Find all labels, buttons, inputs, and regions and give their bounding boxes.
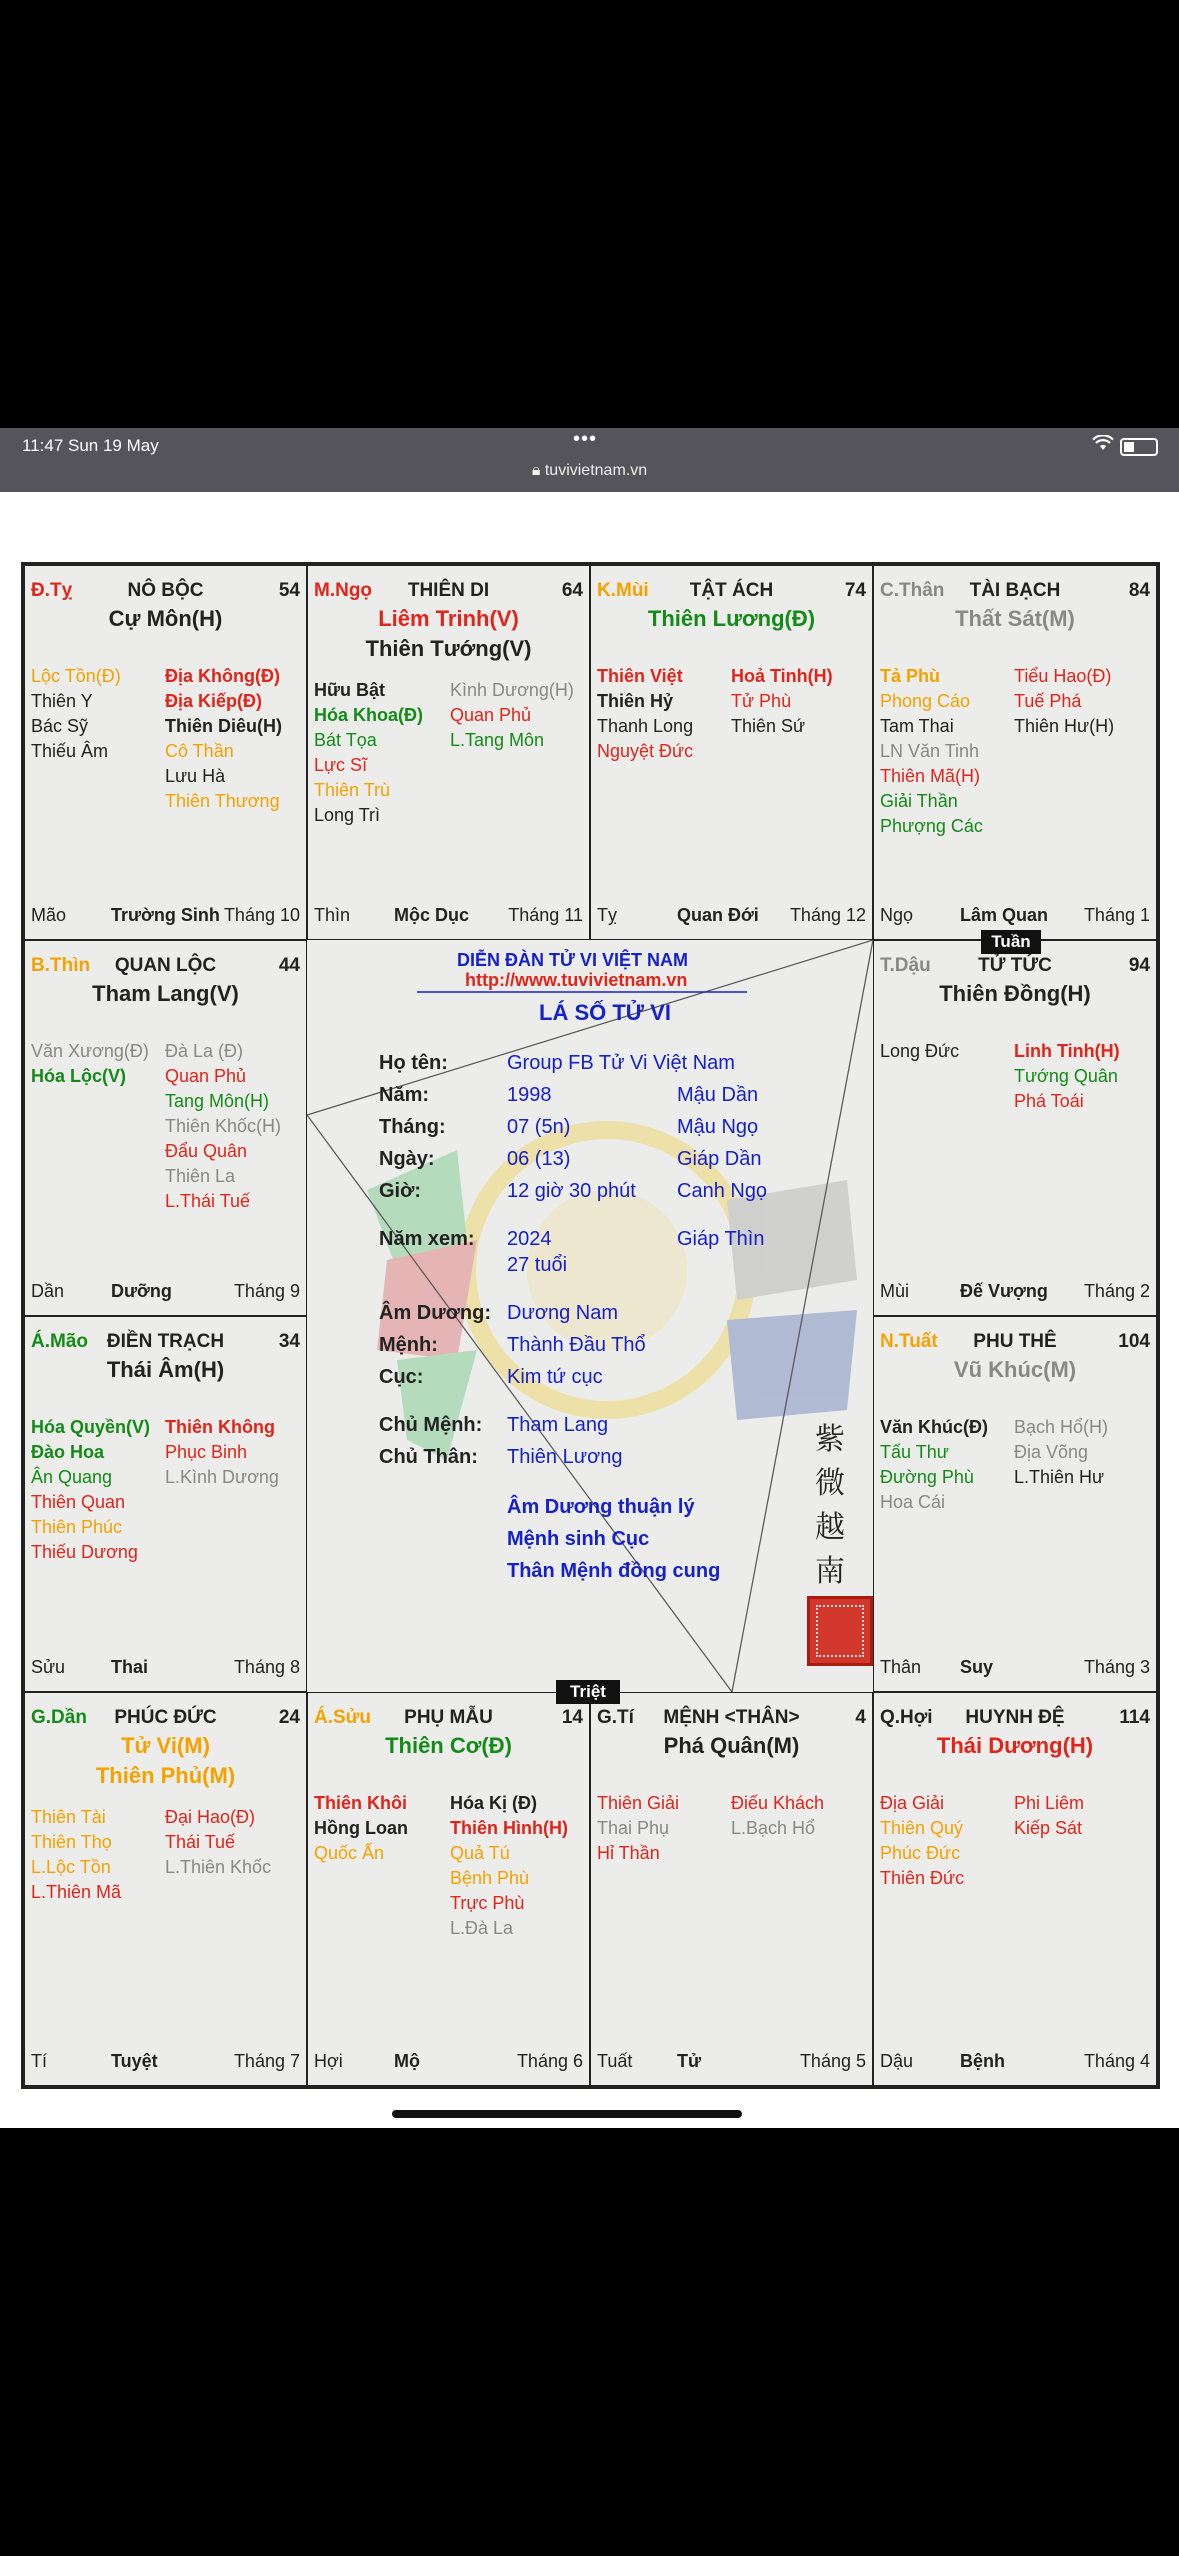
main-star: Cự Môn(H) bbox=[108, 606, 223, 631]
chart-note: Thân Mệnh đồng cung bbox=[507, 1560, 721, 1582]
star-label: Thiên Diêu(H) bbox=[165, 716, 282, 736]
star-label: Thiếu Âm bbox=[31, 741, 109, 761]
palace-cell-dan[interactable] bbox=[24, 1692, 307, 2086]
star-label: Hóa Kị (Đ) bbox=[450, 1793, 537, 1813]
star-label: Thiên Tài bbox=[31, 1807, 106, 1827]
palace-cell-ngo[interactable] bbox=[307, 565, 590, 940]
star-label: LN Văn Tinh bbox=[880, 741, 980, 761]
palace-cell-suu[interactable] bbox=[307, 1692, 590, 2086]
chinese-char: 南 bbox=[815, 1554, 845, 1589]
info-label: Họ tên: bbox=[379, 1052, 448, 1074]
star-label: Thanh Long bbox=[597, 716, 694, 736]
info-label: Âm Dương: bbox=[379, 1302, 492, 1324]
left-stars bbox=[880, 1415, 988, 1515]
palace-age: 4 bbox=[855, 1707, 866, 1728]
right-stars bbox=[1014, 1791, 1084, 1841]
star-label: Kình Dương(H) bbox=[450, 680, 574, 700]
star-label: Hóa Lộc(V) bbox=[31, 1066, 127, 1086]
palace-branch: Q.Hợi bbox=[880, 1707, 933, 1728]
footer-branch: Dậu bbox=[880, 2051, 914, 2071]
palace-branch: G.Tí bbox=[597, 1707, 634, 1728]
palace-branch: T.Dậu bbox=[880, 955, 931, 976]
info-label: Năm: bbox=[379, 1084, 430, 1106]
palace-age: 84 bbox=[1128, 580, 1150, 601]
star-label: Điếu Khách bbox=[731, 1793, 825, 1813]
footer-branch: Thân bbox=[880, 1657, 922, 1677]
info-value: 06 (13) bbox=[507, 1148, 571, 1170]
star-label: Tam Thai bbox=[880, 716, 954, 736]
url-text: tuvivietnam.vn bbox=[544, 462, 648, 479]
palace-branch: K.Mùi bbox=[597, 580, 649, 601]
palace-cell-dau[interactable] bbox=[873, 940, 1157, 1316]
palace-age: 24 bbox=[278, 1707, 300, 1728]
main-star: Thiên Đồng(H) bbox=[939, 981, 1091, 1006]
right-stars bbox=[1014, 664, 1114, 739]
main-star: Tử Vi(M) bbox=[121, 1733, 210, 1758]
footer-branch: Tí bbox=[31, 2051, 47, 2071]
palace-age: 34 bbox=[278, 1331, 300, 1352]
palace-name: THIÊN DI bbox=[407, 580, 490, 601]
star-label: Thiên Việt bbox=[597, 666, 683, 686]
palace-header bbox=[597, 580, 866, 602]
left-stars bbox=[880, 1791, 964, 1891]
star-label: Thiên Y bbox=[31, 691, 93, 711]
star-label: Tuế Phá bbox=[1014, 691, 1082, 711]
palace-cell-than[interactable] bbox=[873, 565, 1157, 940]
right-stars bbox=[731, 664, 833, 739]
star-label: Bệnh Phù bbox=[450, 1868, 530, 1888]
star-label: Hỉ Thần bbox=[597, 1843, 660, 1863]
footer-month: Tháng 2 bbox=[1083, 1281, 1150, 1301]
star-label: Tả Phù bbox=[880, 666, 941, 686]
palace-name: MỆNH <THÂN> bbox=[663, 1707, 800, 1728]
palace-footer bbox=[597, 905, 866, 929]
right-stars bbox=[165, 1415, 279, 1490]
star-label: Quan Phủ bbox=[165, 1066, 247, 1086]
main-star: Thiên Cơ(Đ) bbox=[385, 1733, 512, 1758]
footer-stage: Trường Sinh bbox=[111, 905, 220, 925]
left-stars bbox=[880, 1039, 959, 1064]
tuan-tag: Tuần bbox=[981, 930, 1041, 954]
chart-note: Mệnh sinh Cục bbox=[507, 1528, 650, 1550]
info-value: Thiên Lương bbox=[507, 1446, 623, 1468]
star-label: Cô Thần bbox=[165, 741, 234, 761]
lock-icon: 🔒︎ bbox=[531, 462, 541, 479]
palace-cell-mao[interactable] bbox=[24, 1316, 307, 1692]
main-star: Thất Sát(M) bbox=[955, 606, 1075, 631]
palace-footer bbox=[31, 905, 300, 929]
info-label: Năm xem: bbox=[379, 1228, 475, 1250]
footer-stage: Tử bbox=[677, 2051, 702, 2071]
palace-branch: G.Dần bbox=[31, 1707, 87, 1728]
star-label: Hữu Bật bbox=[314, 680, 386, 700]
right-stars bbox=[1014, 1039, 1120, 1114]
main-star: Tham Lang(V) bbox=[92, 981, 239, 1006]
star-label: Thiên Đức bbox=[880, 1868, 965, 1888]
star-label: Hóa Quyền(V) bbox=[31, 1417, 151, 1437]
footer-stage: Lâm Quan bbox=[960, 905, 1049, 925]
page-content bbox=[0, 492, 1179, 2128]
palace-header bbox=[31, 580, 300, 602]
palace-header bbox=[31, 1707, 300, 1729]
footer-stage: Đế Vượng bbox=[960, 1281, 1048, 1301]
footer-branch: Ngọ bbox=[880, 905, 914, 925]
star-label: Thiên Quan bbox=[31, 1492, 126, 1512]
star-label: L.Tang Môn bbox=[450, 730, 545, 750]
star-label: Địa Giải bbox=[880, 1793, 945, 1813]
info-label: Tháng: bbox=[379, 1116, 446, 1138]
info-label: Chủ Mệnh: bbox=[379, 1414, 483, 1436]
palace-header bbox=[597, 1707, 866, 1729]
palace-name: QUAN LỘC bbox=[114, 955, 217, 976]
star-label: Đào Hoa bbox=[31, 1442, 105, 1462]
star-label: Địa Kiếp(Đ) bbox=[165, 691, 263, 711]
more-dots-icon[interactable]: ••• bbox=[573, 428, 598, 450]
star-label: Quan Phủ bbox=[450, 705, 532, 725]
palace-footer bbox=[31, 2051, 300, 2075]
star-label: Bạch Hổ(H) bbox=[1014, 1417, 1109, 1437]
main-star: Thái Âm(H) bbox=[106, 1357, 225, 1382]
star-label: Phá Toái bbox=[1014, 1091, 1084, 1111]
footer-stage: Quan Đới bbox=[677, 905, 759, 925]
star-label: Thiên La bbox=[165, 1166, 236, 1186]
star-label: Nguyệt Đức bbox=[597, 741, 694, 761]
star-label: Thiên Phúc bbox=[31, 1517, 123, 1537]
star-label: L.Đà La bbox=[450, 1918, 514, 1938]
star-label: Địa Không(Đ) bbox=[165, 666, 280, 686]
right-stars bbox=[165, 664, 282, 814]
palace-age: 74 bbox=[844, 580, 866, 601]
palace-cell-ty[interactable] bbox=[24, 565, 307, 940]
forum-title: DIỄN ĐÀN TỬ VI VIỆT NAM bbox=[457, 950, 688, 970]
main-star: Thiên Lương(Đ) bbox=[647, 606, 816, 631]
star-label: Thiên Khốc(H) bbox=[165, 1116, 282, 1136]
palace-footer bbox=[597, 2051, 866, 2075]
right-stars bbox=[165, 1805, 271, 1880]
footer-stage: Thai bbox=[111, 1657, 149, 1677]
footer-branch: Sửu bbox=[31, 1657, 66, 1677]
info-value: 27 tuổi bbox=[507, 1254, 568, 1276]
footer-stage: Suy bbox=[960, 1657, 994, 1677]
star-label: L.Thiên Hư bbox=[1014, 1467, 1105, 1487]
footer-month: Tháng 11 bbox=[508, 905, 583, 925]
status-time: 11:47 Sun 19 May bbox=[22, 436, 159, 455]
star-label: Địa Võng bbox=[1014, 1442, 1089, 1462]
left-stars bbox=[314, 1791, 408, 1866]
status-bar bbox=[0, 428, 1179, 492]
star-label: Tấu Thư bbox=[880, 1442, 949, 1462]
home-indicator[interactable] bbox=[392, 2110, 742, 2118]
chart-title: LÁ SỐ TỬ VI bbox=[539, 1000, 671, 1025]
right-stars bbox=[1014, 1415, 1108, 1490]
star-label: Bát Tọa bbox=[314, 730, 377, 750]
star-label: Trực Phù bbox=[450, 1893, 525, 1913]
palace-footer bbox=[314, 2051, 583, 2075]
star-label: Thiên Trù bbox=[314, 780, 391, 800]
star-label: Lưu Hà bbox=[165, 766, 226, 786]
forum-url: http://www.tuvivietnam.vn bbox=[465, 970, 688, 990]
info-label: Chủ Thân: bbox=[379, 1446, 478, 1468]
footer-branch: Mão bbox=[31, 905, 67, 925]
palace-header bbox=[31, 1331, 300, 1353]
star-label: Phong Cáo bbox=[880, 691, 971, 711]
star-label: L.Lộc Tồn bbox=[31, 1857, 111, 1877]
footer-month: Tháng 6 bbox=[516, 2051, 583, 2071]
palace-footer bbox=[314, 905, 583, 929]
horoscope-chart bbox=[21, 562, 1160, 2089]
wifi-icon bbox=[1092, 435, 1114, 456]
info-value-2: Mậu Ngọ bbox=[677, 1116, 759, 1138]
footer-branch: Tuất bbox=[597, 2051, 633, 2071]
star-label: Hồng Loan bbox=[314, 1818, 408, 1838]
footer-month: Tháng 9 bbox=[233, 1281, 300, 1301]
palace-name: PHỤ MẪU bbox=[404, 1707, 493, 1728]
info-value: Kim tứ cục bbox=[507, 1366, 603, 1388]
palace-name: TÀI BẠCH bbox=[969, 580, 1061, 601]
star-label: Quốc Ấn bbox=[314, 1843, 385, 1863]
main-star: Liêm Trinh(V) bbox=[378, 606, 519, 631]
palace-cell-tuat[interactable] bbox=[873, 1316, 1157, 1692]
palace-footer bbox=[880, 1657, 1150, 1681]
star-label: Long Trì bbox=[314, 805, 381, 825]
star-label: Lộc Tồn(Đ) bbox=[31, 666, 121, 686]
footer-stage: Tuyệt bbox=[111, 2051, 158, 2071]
star-label: Thiên Khôi bbox=[314, 1793, 407, 1813]
info-label: Mệnh: bbox=[379, 1334, 438, 1356]
palace-header bbox=[314, 580, 583, 602]
info-value: Dương Nam bbox=[507, 1302, 618, 1324]
palace-cell-hoi[interactable] bbox=[873, 1692, 1157, 2086]
main-star: Thiên Phủ(M) bbox=[95, 1763, 236, 1788]
palace-name: TỬ TỨC bbox=[978, 955, 1052, 976]
palace-footer bbox=[880, 905, 1150, 929]
palace-name: TẬT ÁCH bbox=[689, 580, 774, 601]
left-stars bbox=[31, 1805, 121, 1905]
palace-cell-mui[interactable] bbox=[590, 565, 873, 940]
star-label: Ân Quang bbox=[31, 1467, 113, 1487]
star-label: Tướng Quân bbox=[1014, 1066, 1118, 1086]
right-stars bbox=[450, 1791, 568, 1941]
star-label: Hoả Tinh(H) bbox=[731, 666, 833, 686]
left-stars bbox=[597, 664, 693, 764]
star-label: Thiên Không bbox=[165, 1417, 275, 1437]
star-label: Đà La (Đ) bbox=[165, 1041, 244, 1061]
triet-tag: Triệt bbox=[556, 1680, 620, 1704]
star-label: L.Kình Dương bbox=[165, 1467, 279, 1487]
star-label: L.Bạch Hổ bbox=[731, 1818, 816, 1838]
star-label: Thái Tuế bbox=[165, 1832, 236, 1852]
footer-stage: Bệnh bbox=[960, 2051, 1005, 2071]
palace-header bbox=[31, 955, 300, 977]
palace-branch: Á.Sửu bbox=[314, 1707, 372, 1728]
palace-branch: Đ.Tỵ bbox=[31, 580, 73, 601]
star-label: Hoa Cái bbox=[880, 1492, 946, 1512]
info-value: Group FB Tử Vi Việt Nam bbox=[507, 1052, 735, 1074]
star-label: Văn Xương(Đ) bbox=[31, 1041, 149, 1061]
star-label: Đường Phù bbox=[880, 1467, 974, 1487]
footer-month: Tháng 4 bbox=[1083, 2051, 1150, 2071]
star-label: Tang Môn(H) bbox=[165, 1091, 270, 1111]
chinese-char: 紫 bbox=[815, 1422, 845, 1457]
left-stars bbox=[31, 664, 121, 764]
info-label: Giờ: bbox=[379, 1180, 421, 1202]
star-label: Tiểu Hao(Đ) bbox=[1014, 666, 1112, 686]
star-label: L.Thiên Mã bbox=[31, 1882, 122, 1902]
palace-age: 104 bbox=[1118, 1331, 1150, 1352]
left-stars bbox=[597, 1791, 679, 1866]
star-label: Thiên Thương bbox=[165, 791, 280, 811]
palace-name: HUYNH ĐỆ bbox=[965, 1707, 1065, 1728]
palace-footer bbox=[31, 1281, 300, 1305]
footer-month: Tháng 8 bbox=[233, 1657, 300, 1677]
palace-name: ĐIỀN TRẠCH bbox=[106, 1331, 225, 1352]
battery-icon bbox=[1120, 438, 1158, 456]
star-label: Hóa Khoa(Đ) bbox=[314, 705, 423, 725]
star-label: Thiên Mã(H) bbox=[880, 766, 981, 786]
star-label: Lực Sĩ bbox=[314, 755, 368, 775]
info-value-2: Canh Ngọ bbox=[677, 1180, 768, 1202]
main-star: Thái Dương(H) bbox=[936, 1733, 1094, 1758]
star-label: Phúc Đức bbox=[880, 1843, 961, 1863]
star-label: Linh Tinh(H) bbox=[1014, 1041, 1120, 1061]
palace-header bbox=[880, 1707, 1150, 1729]
palace-footer bbox=[880, 2051, 1150, 2075]
palace-age: 94 bbox=[1128, 955, 1150, 976]
main-star: Thiên Tướng(V) bbox=[365, 636, 532, 661]
star-label: Giải Thần bbox=[880, 791, 958, 811]
palace-branch: Á.Mão bbox=[31, 1331, 88, 1352]
star-label: Bác Sỹ bbox=[31, 716, 89, 736]
right-stars bbox=[731, 1791, 824, 1841]
chinese-char: 微 bbox=[815, 1466, 845, 1501]
footer-month: Tháng 5 bbox=[799, 2051, 866, 2071]
palace-branch: C.Thân bbox=[880, 580, 945, 601]
star-label: Phi Liêm bbox=[1014, 1793, 1085, 1813]
left-stars bbox=[31, 1415, 150, 1565]
info-label: Cục: bbox=[379, 1366, 424, 1388]
footer-branch: Hợi bbox=[314, 2051, 343, 2071]
star-label: Đại Hao(Đ) bbox=[165, 1807, 256, 1827]
footer-branch: Dần bbox=[31, 1281, 65, 1301]
star-label: Thiên Giải bbox=[597, 1793, 680, 1813]
info-value-2: Giáp Dần bbox=[677, 1148, 762, 1170]
info-value: Thành Đầu Thổ bbox=[507, 1334, 646, 1356]
star-label: Phục Binh bbox=[165, 1442, 248, 1462]
palace-name: NÔ BỘC bbox=[127, 580, 204, 601]
chart-note: Âm Dương thuận lý bbox=[507, 1496, 695, 1518]
info-value-2: Giáp Thìn bbox=[677, 1228, 765, 1250]
footer-stage: Dưỡng bbox=[111, 1281, 172, 1301]
palace-age: 44 bbox=[278, 955, 300, 976]
info-label: Ngày: bbox=[379, 1148, 435, 1170]
info-value: 2024 bbox=[507, 1228, 552, 1250]
right-stars bbox=[450, 678, 574, 753]
red-seal-icon bbox=[807, 1596, 873, 1666]
palace-footer bbox=[31, 1657, 300, 1681]
palace-age: 54 bbox=[278, 580, 300, 601]
left-stars bbox=[31, 1039, 149, 1089]
footer-branch: Mùi bbox=[880, 1281, 910, 1301]
info-value: 1998 bbox=[507, 1084, 552, 1106]
info-value: Tham Lang bbox=[507, 1414, 609, 1436]
info-value: 07 (5n) bbox=[507, 1116, 571, 1138]
star-label: Thiên Hỷ bbox=[597, 691, 674, 711]
address-bar[interactable] bbox=[0, 462, 1179, 480]
palace-header bbox=[880, 580, 1150, 602]
left-stars bbox=[880, 664, 983, 839]
left-stars bbox=[314, 678, 423, 828]
star-label: Long Đức bbox=[880, 1041, 960, 1061]
footer-month: Tháng 1 bbox=[1083, 905, 1150, 925]
star-label: Quả Tú bbox=[450, 1843, 510, 1863]
footer-month: Tháng 3 bbox=[1083, 1657, 1150, 1677]
star-label: Thiên Thọ bbox=[31, 1832, 112, 1852]
palace-footer bbox=[880, 1281, 1150, 1305]
star-label: L.Thái Tuế bbox=[165, 1191, 251, 1211]
star-label: Thiên Quý bbox=[880, 1818, 964, 1838]
right-stars bbox=[165, 1039, 281, 1214]
palace-age: 64 bbox=[561, 580, 583, 601]
palace-age: 14 bbox=[561, 1707, 583, 1728]
palace-branch: M.Ngọ bbox=[314, 580, 373, 601]
palace-cell-thin[interactable] bbox=[24, 940, 307, 1316]
star-label: Thiếu Dương bbox=[31, 1542, 138, 1562]
center-panel bbox=[307, 940, 873, 1692]
palace-header bbox=[880, 1331, 1150, 1353]
footer-month: Tháng 10 bbox=[223, 905, 300, 925]
star-label: Kiếp Sát bbox=[1014, 1818, 1083, 1838]
palace-name: PHÚC ĐỨC bbox=[114, 1707, 217, 1728]
star-label: Thiên Hình(H) bbox=[450, 1818, 568, 1838]
footer-month: Tháng 7 bbox=[233, 2051, 300, 2071]
palace-cell-ti[interactable] bbox=[590, 1692, 873, 2086]
star-label: Văn Khúc(Đ) bbox=[880, 1417, 988, 1437]
palace-branch: N.Tuất bbox=[880, 1331, 938, 1352]
palace-age: 114 bbox=[1119, 1707, 1150, 1728]
palace-branch: B.Thìn bbox=[31, 955, 91, 976]
palace-header bbox=[314, 1707, 583, 1729]
footer-branch: Tỵ bbox=[597, 905, 617, 925]
palace-header bbox=[880, 955, 1150, 977]
footer-stage: Mộc Dục bbox=[394, 905, 470, 925]
star-label: L.Thiên Khốc bbox=[165, 1857, 272, 1877]
info-value-2: Mậu Dần bbox=[677, 1084, 759, 1106]
footer-stage: Mộ bbox=[394, 2051, 420, 2071]
main-star: Phá Quân(M) bbox=[663, 1733, 800, 1758]
star-label: Đẩu Quân bbox=[165, 1141, 248, 1161]
star-label: Thiên Hư(H) bbox=[1014, 716, 1115, 736]
star-label: Thai Phụ bbox=[597, 1818, 670, 1838]
chinese-char: 越 bbox=[815, 1510, 845, 1545]
palace-name: PHU THÊ bbox=[973, 1331, 1057, 1352]
star-label: Thiên Sứ bbox=[731, 716, 806, 736]
main-star: Vũ Khúc(M) bbox=[953, 1357, 1077, 1382]
footer-branch: Thìn bbox=[314, 905, 351, 925]
star-label: Tử Phù bbox=[731, 691, 792, 711]
info-value: 12 giờ 30 phút bbox=[507, 1180, 636, 1202]
footer-month: Tháng 12 bbox=[789, 905, 866, 925]
star-label: Phượng Các bbox=[880, 816, 983, 836]
